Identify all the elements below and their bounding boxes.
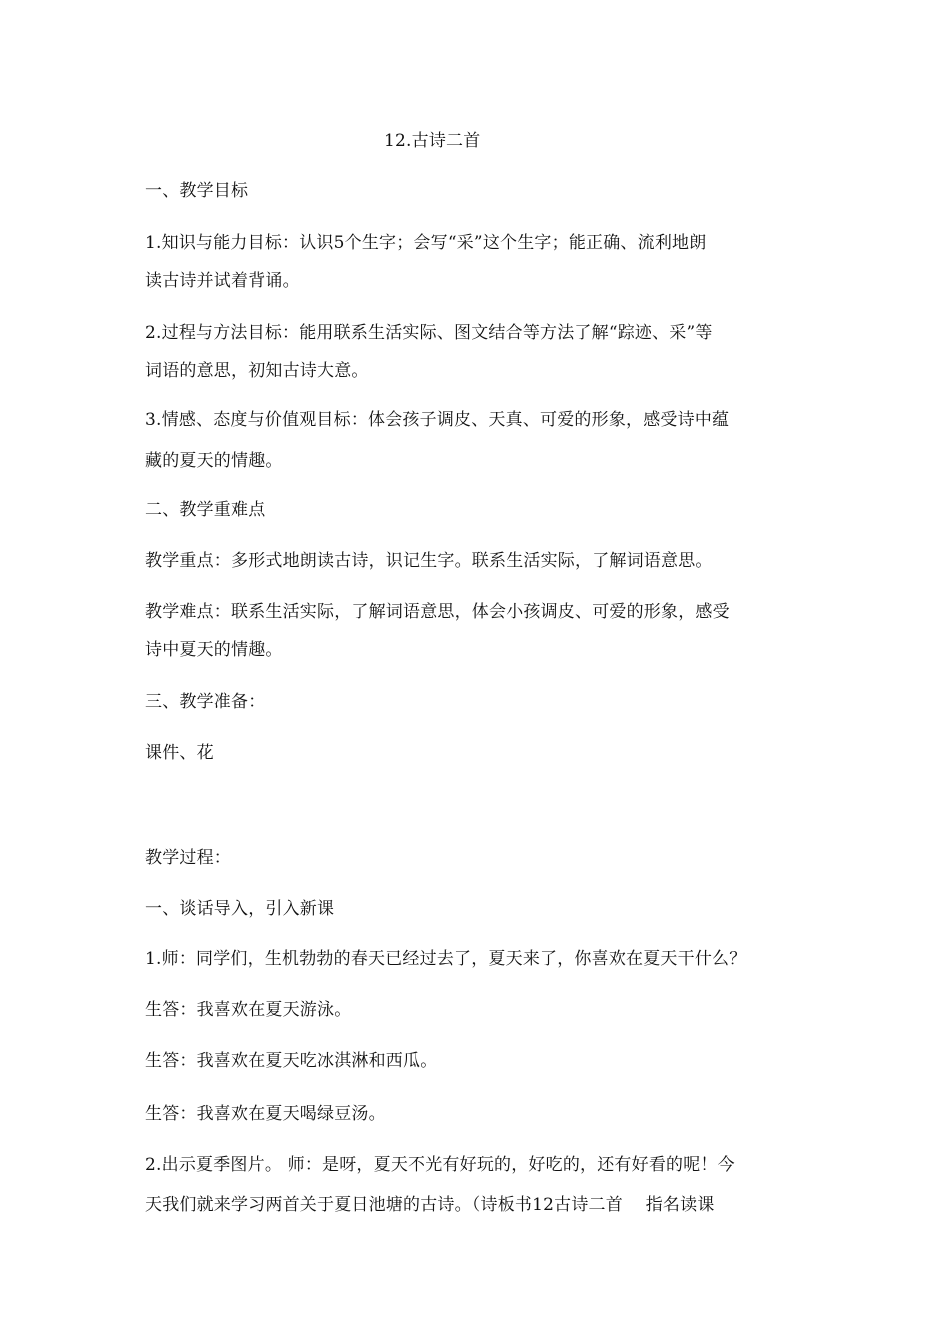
step-1-heading: 一、谈话导入，引入新课 — [145, 899, 335, 919]
difficulty-line-2: 诗中夏天的情趣。 — [145, 640, 283, 660]
objective-1-line-1: 1.知识与能力目标：认识5个生字；会写“采”这个生字；能正确、流利地朗 — [145, 233, 707, 253]
preparation-text: 课件、花 — [145, 743, 214, 763]
student-answer-2: 生答：我喜欢在夏天吃冰淇淋和西瓜。 — [145, 1051, 438, 1071]
page-title: 12.古诗二首 — [384, 131, 481, 151]
difficulty-line-1: 教学难点：联系生活实际，了解词语意思，体会小孩调皮、可爱的形象，感受 — [145, 602, 730, 622]
objective-2-line-1: 2.过程与方法目标：能用联系生活实际、图文结合等方法了解“踪迹、采”等 — [145, 323, 713, 343]
section-heading-objectives: 一、教学目标 — [145, 181, 249, 201]
step-2-line-1: 2.出示夏季图片。 师：是呀，夏天不光有好玩的，好吃的，还有好看的呢！今 — [145, 1155, 735, 1175]
student-answer-3: 生答：我喜欢在夏天喝绿豆汤。 — [145, 1104, 386, 1124]
step-2-line-2: 天我们就来学习两首关于夏日池塘的古诗。（诗板书12古诗二首 指名读课 — [145, 1195, 715, 1215]
student-answer-1: 生答：我喜欢在夏天游泳。 — [145, 1000, 352, 1020]
step-1-teacher-text: 1.师：同学们，生机勃勃的春天已经过去了，夏天来了，你喜欢在夏天干什么？ — [145, 949, 747, 969]
section-heading-preparation: 三、教学准备： — [145, 692, 266, 712]
objective-1-line-2: 读古诗并试着背诵。 — [145, 271, 300, 291]
objective-3-line-2: 藏的夏天的情趣。 — [145, 451, 283, 471]
key-point-text: 教学重点：多形式地朗读古诗，识记生字。联系生活实际，了解词语意思。 — [145, 551, 713, 571]
section-heading-key-points: 二、教学重难点 — [145, 500, 266, 520]
process-heading: 教学过程： — [145, 848, 231, 868]
objective-3-line-1: 3.情感、态度与价值观目标：体会孩子调皮、天真、可爱的形象，感受诗中蕴 — [145, 410, 730, 430]
objective-2-line-2: 词语的意思，初知古诗大意。 — [145, 361, 369, 381]
